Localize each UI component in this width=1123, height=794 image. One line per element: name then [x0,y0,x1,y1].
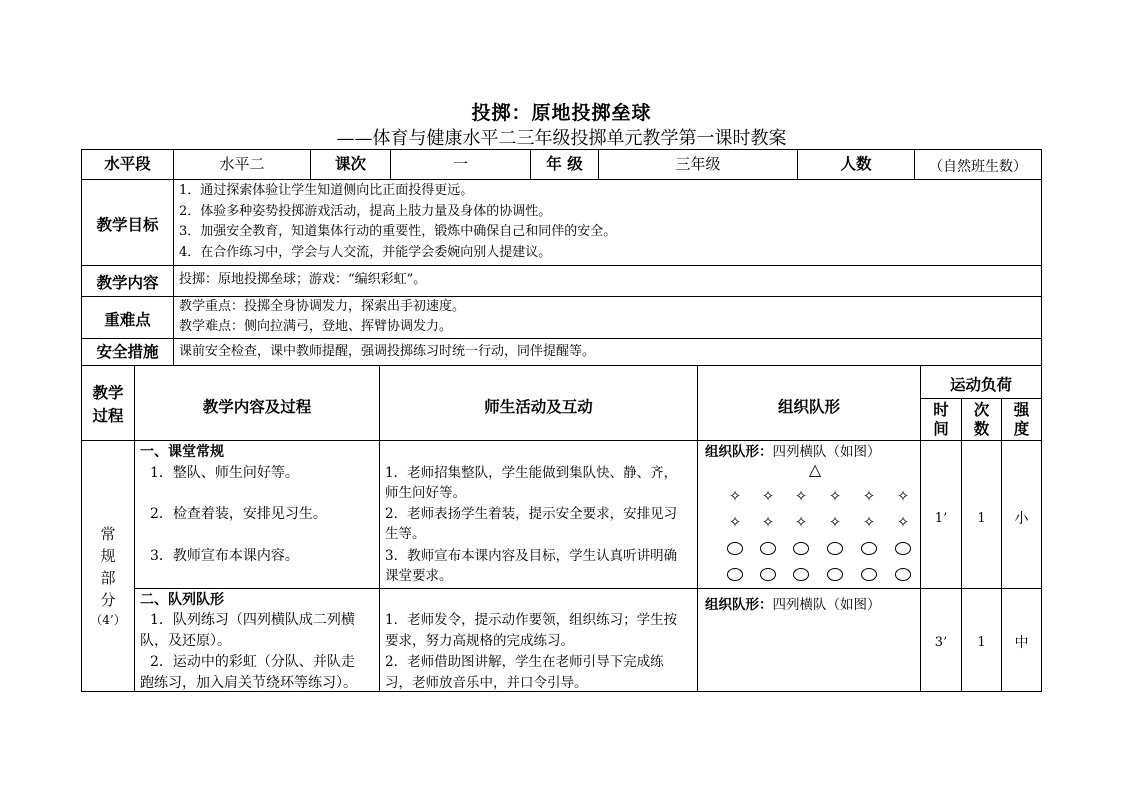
content-text: 投掷：原地投掷垒球；游戏：“编织彩虹”。 [179,272,427,287]
objective-item: 1．通过探索体验让学生知道侧向比正面投得更远。 [179,183,474,198]
student-star-icon: ✧ [896,487,910,505]
times-header-1: 次 [973,400,990,419]
student-circle-icon [827,542,843,555]
row-step: 跑练习，加入肩关节绕环等练习）。 [140,675,357,691]
objective-item: 3．加强安全教育，知道集体行动的重要性，锻炼中确保自己和同伴的安全。 [179,224,617,239]
row-step: 1．队列练习（四列横队成二列横 [150,612,355,628]
difficulty-hard: 教学难点：侧向拉满弓，登地、挥臂协调发力。 [179,319,453,334]
row-heading: 二、队列队形 [140,592,224,608]
student-star-icon: ✧ [761,513,775,531]
student-star-icon: ✧ [794,487,808,505]
time-header-1: 时 [933,400,949,419]
difficulty-key: 教学重点：投掷全身协调发力，探索出手初速度。 [179,299,466,314]
count-value: （自然班生数） [929,159,1027,175]
row-step: 队，及还原）。 [140,633,231,649]
load-count: 1 [977,511,986,526]
load-intensity: 中 [1014,635,1029,651]
student-star-icon: ✧ [794,513,808,531]
safety-text: 课前安全检查，课中教师提醒，强调投掷练习时统一行动，同伴提醒等。 [179,344,596,359]
student-circle-icon [861,542,877,555]
load-header: 运动负荷 [949,375,1012,394]
times-header-2: 数 [973,419,990,438]
section-duration: （4’） [90,613,126,627]
process-header-line2: 过程 [92,406,124,425]
student-star-icon: ✧ [862,487,876,505]
row-step: 1．整队、师生问好等。 [150,465,299,481]
student-star-icon: ✧ [862,513,876,531]
lesson-value: 一 [452,155,468,173]
student-circle-icon [793,568,809,581]
intensity-header-2: 度 [1013,419,1030,438]
student-circle-icon [793,542,809,555]
student-circle-icon [727,568,743,581]
objectives-label: 教学目标 [96,215,159,234]
student-star-icon: ✧ [896,513,910,531]
row-step: 3．教师宣布本课内容。 [150,548,299,564]
grade-value: 三年级 [675,155,721,173]
row-heading: 一、课堂常规 [140,444,224,460]
row-step: 2．检查着装，安排见习生。 [150,506,327,522]
content-process-header: 教学内容及过程 [202,397,312,416]
student-circle-icon [827,568,843,581]
page-subtitle: ——体育与健康水平二三年级投掷单元教学第一课时教案 [336,128,787,149]
formation-header: 组织队形 [777,397,840,416]
load-time: 1’ [934,511,948,526]
load-intensity: 小 [1014,511,1029,527]
formation-caption: 组织队形：四列横队（如图） [705,444,881,460]
grade-label: 年 级 [546,154,583,173]
lesson-label: 课次 [334,154,366,173]
student-star-icon: ✧ [728,513,742,531]
student-circle-icon [895,568,911,581]
intensity-header-1: 强 [1013,400,1030,419]
level-value: 水平二 [219,155,265,173]
load-count: 1 [977,635,986,650]
objective-item: 4．在合作练习中，学会与人交流，并能学会委婉向别人提建议。 [179,245,552,260]
student-circle-icon [760,542,776,555]
student-star-icon: ✧ [728,487,742,505]
student-circle-icon [861,568,877,581]
content-label: 教学内容 [96,273,159,292]
difficulty-label: 重难点 [104,310,151,329]
interaction-header: 师生活动及互动 [484,397,593,416]
count-label: 人数 [840,154,872,173]
student-star-icon: ✧ [828,487,842,505]
row-step: 2．运动中的彩虹（分队、并队走 [150,654,355,670]
student-circle-icon [727,542,743,555]
page-title: 投掷：原地投掷垒球 [471,102,652,124]
time-header-2: 间 [933,419,949,438]
teacher-triangle-icon: △ [808,460,822,479]
safety-label: 安全措施 [96,342,159,361]
student-star-icon: ✧ [761,487,775,505]
level-label: 水平段 [104,154,151,173]
student-circle-icon [760,568,776,581]
student-circle-icon [895,542,911,555]
load-time: 3’ [934,635,948,650]
objective-item: 2．体验多种姿势投掷游戏活动，提高上肢力量及身体的协调性。 [179,204,552,219]
process-header-line1: 教学 [92,383,124,402]
formation-caption: 组织队形：四列横队（如图） [705,597,881,613]
student-star-icon: ✧ [828,513,842,531]
